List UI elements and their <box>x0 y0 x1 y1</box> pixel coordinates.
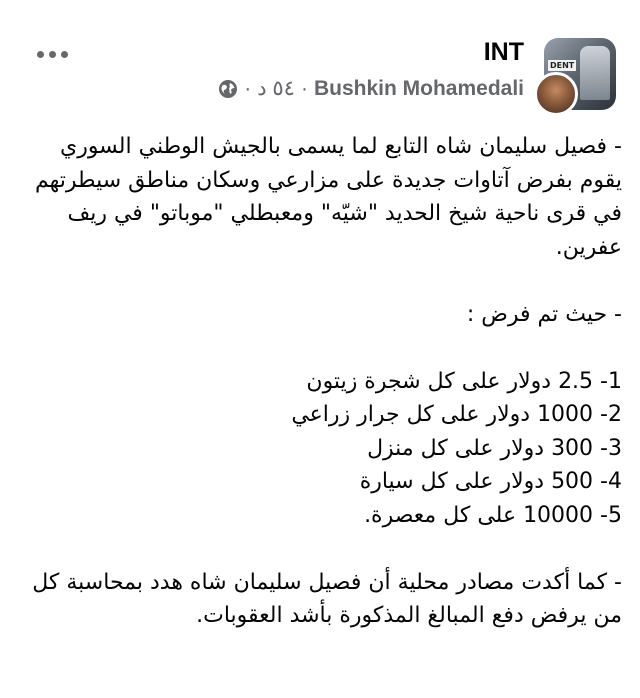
post-text <box>18 130 622 633</box>
list-item: 1- 2.5 دولار على كل شجرة زيتون <box>306 368 622 394</box>
imposed-heading: - حيث تم فرض : <box>466 301 622 327</box>
meta-separator-2: · <box>244 76 252 100</box>
post-header <box>24 38 616 118</box>
post-closing: - كما أكدت مصادر محلية أن فصيل سليمان شاه هدد بمحاسبة كل من يرفض دفع المبالغ المذكورة بأشد العقوبات. <box>25 569 622 628</box>
list-item: 3- 300 دولار على كل منزل <box>367 435 622 461</box>
post-time[interactable]: ٥٤ د <box>257 77 295 100</box>
list-item: 5- 10000 على كل معصرة. <box>364 502 622 528</box>
author-avatar[interactable] <box>534 72 578 116</box>
post-intro: - فصيل سليمان شاه التابع لما يسمى بالجيش الوطني السوري يقوم بفرض آتاوات جديدة على مزارعي وسكان مناطق سيطرتهم في قرى ناحية شيخ الحديد "شيّه" ومعبطلي "موباتو" في ريف عفرين. <box>28 134 622 260</box>
author-name[interactable]: Bushkin Mohamedali <box>313 76 524 100</box>
avatar-group[interactable] <box>536 38 616 114</box>
meta-separator: · <box>300 76 308 100</box>
more-options-button[interactable] <box>32 42 72 66</box>
list-item: 2- 1000 دولار على كل جرار زراعي <box>291 402 622 427</box>
list-item: 4- 500 دولار على كل سيارة <box>359 469 622 494</box>
globe-icon[interactable] <box>218 79 238 99</box>
group-name[interactable]: INT <box>483 38 524 66</box>
more-options-icon <box>37 51 44 58</box>
post-meta <box>218 76 524 101</box>
group-avatar-text: DENT <box>550 61 575 70</box>
group-avatar-light <box>580 46 610 100</box>
